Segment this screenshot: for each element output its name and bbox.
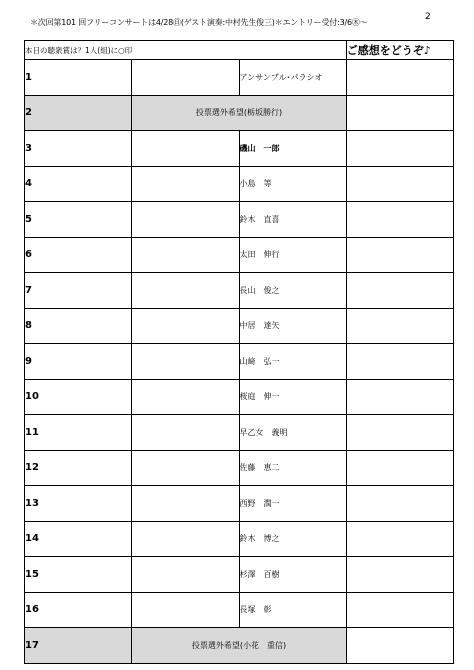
row-number: 3	[25, 131, 132, 167]
table-row	[25, 415, 454, 451]
performer-name: 鈴木 直喜	[239, 202, 346, 238]
row-number: 15	[25, 557, 132, 593]
table-row	[25, 95, 454, 131]
comment-cell[interactable]	[346, 557, 453, 593]
table-header-row	[25, 41, 454, 60]
audience-award-instruction: 本日の聴衆賞は？1人(組)に○印	[25, 41, 347, 60]
comment-cell[interactable]	[346, 308, 453, 344]
vote-box[interactable]	[132, 557, 239, 593]
table-row	[25, 628, 454, 664]
vote-box[interactable]	[132, 379, 239, 415]
table-row	[25, 166, 454, 202]
comment-cell[interactable]	[346, 166, 453, 202]
row-number: 4	[25, 166, 132, 202]
row-number: 12	[25, 450, 132, 486]
table-row	[25, 237, 454, 273]
performer-name: 早乙女 義明	[239, 415, 346, 451]
vote-box[interactable]	[132, 166, 239, 202]
page-number: 2	[425, 12, 431, 22]
row-number: 14	[25, 521, 132, 557]
vote-box[interactable]	[132, 308, 239, 344]
performer-name: アンサンブル･パラシオ	[239, 60, 346, 96]
comment-cell[interactable]	[346, 95, 453, 131]
next-concert-notice: ＊次回第101 回フリーコンサートは4/28㊐(ゲスト演奏:中村先生俊三)＊エントリー受付:3/6㊍～	[30, 18, 368, 27]
comment-cell[interactable]	[346, 521, 453, 557]
vote-box[interactable]	[132, 344, 239, 380]
comment-cell[interactable]	[346, 450, 453, 486]
vote-box[interactable]	[132, 237, 239, 273]
comments-header: ご感想をどうぞ♪	[346, 41, 453, 60]
performer-name: 山﨑 弘一	[239, 344, 346, 380]
table-row	[25, 60, 454, 96]
table-row	[25, 131, 454, 167]
comment-cell[interactable]	[346, 628, 453, 664]
comment-cell[interactable]	[346, 60, 453, 96]
row-number: 13	[25, 486, 132, 522]
comment-cell[interactable]	[346, 273, 453, 309]
performer-name: 投票選外希望(栃坂勝行)	[132, 95, 347, 131]
performer-name: 長塚 彰	[239, 592, 346, 628]
table-row	[25, 486, 454, 522]
vote-box[interactable]	[132, 60, 239, 96]
row-number: 1	[25, 60, 132, 96]
row-number: 8	[25, 308, 132, 344]
row-number: 9	[25, 344, 132, 380]
comment-cell[interactable]	[346, 344, 453, 380]
table-row	[25, 379, 454, 415]
vote-box[interactable]	[132, 521, 239, 557]
performer-name: 杉澤 百樹	[239, 557, 346, 593]
comment-cell[interactable]	[346, 131, 453, 167]
table-row	[25, 521, 454, 557]
table-row	[25, 557, 454, 593]
performer-name: 中居 達矢	[239, 308, 346, 344]
performer-name: 小島 等	[239, 166, 346, 202]
comment-cell[interactable]	[346, 592, 453, 628]
performer-name: 長山 俊之	[239, 273, 346, 309]
table-row	[25, 344, 454, 380]
performer-name: 桜庭 伸一	[239, 379, 346, 415]
table-row	[25, 592, 454, 628]
performer-name: 鈴木 博之	[239, 521, 346, 557]
comment-cell[interactable]	[346, 486, 453, 522]
row-number: 10	[25, 379, 132, 415]
row-number: 7	[25, 273, 132, 309]
table-row	[25, 202, 454, 238]
comment-cell[interactable]	[346, 415, 453, 451]
voting-table	[24, 40, 454, 664]
vote-box[interactable]	[132, 273, 239, 309]
table-row	[25, 308, 454, 344]
row-number: 6	[25, 237, 132, 273]
vote-box[interactable]	[132, 486, 239, 522]
row-number: 2	[25, 95, 132, 131]
performer-name: 太田 伸行	[239, 237, 346, 273]
row-number: 17	[25, 628, 132, 664]
vote-box[interactable]	[132, 450, 239, 486]
performer-name: 投票選外希望(小花 重信)	[132, 628, 347, 664]
row-number: 5	[25, 202, 132, 238]
vote-box[interactable]	[132, 202, 239, 238]
table-row	[25, 450, 454, 486]
vote-box[interactable]	[132, 131, 239, 167]
performer-name: 西野 潤一	[239, 486, 346, 522]
vote-box[interactable]	[132, 592, 239, 628]
vote-box[interactable]	[132, 415, 239, 451]
performer-name: 佐藤 恵二	[239, 450, 346, 486]
comment-cell[interactable]	[346, 202, 453, 238]
row-number: 16	[25, 592, 132, 628]
performer-name: 磯山 一郎	[239, 131, 346, 167]
comment-cell[interactable]	[346, 237, 453, 273]
table-row	[25, 273, 454, 309]
comment-cell[interactable]	[346, 379, 453, 415]
row-number: 11	[25, 415, 132, 451]
